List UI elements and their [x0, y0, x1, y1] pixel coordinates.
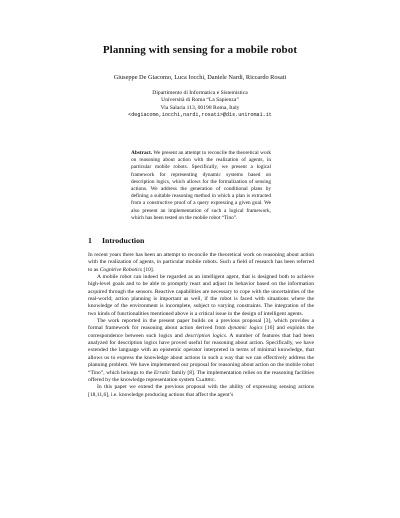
paragraph-3-text-d: family [8]. The implementation relies on the reasoning facilities offered by the knowledge representation system Cʟᴀꜱꜱɪᴄ.: [88, 369, 314, 383]
section-number: 1: [88, 236, 92, 245]
abstract-label: Abstract.: [131, 150, 153, 156]
abstract: [131, 150, 271, 222]
paragraph-1-emphasis: Cognitive Robotics: [99, 266, 143, 273]
abstract-text: We present an attempt to reconcile the theoretical work on reasoning about action with the realization of agents, in particular mobile robots. Specifically, we present a logical framework for representing dynamic systems based on description logics, which allows for the formalization of sensing actions. We address the generation of conditional plans by defining a suitable reasoning method in which a plan is extracted from a constructive proof of a query expressing a given goal. We also present an implementation of such a logical framework, which has been tested on the mobile robot “Tino”.: [131, 150, 272, 221]
author-list: Giuseppe De Giacomo, Luca Iocchi, Daniele Nardi, Riccardo Rosati: [113, 74, 287, 81]
paragraph-3-emphasis-2: description logics: [185, 332, 226, 339]
affiliation-university: Università di Roma “La Sapienza”: [161, 97, 239, 104]
paragraph-3: [88, 318, 314, 384]
section-body: [88, 252, 314, 399]
affiliation-email: <degiacomo,iocchi,nardi,rosati>@dis.uniroma1.it: [128, 112, 272, 119]
paragraph-1: [88, 252, 314, 274]
affiliation-address: Via Salaria 113, 00198 Roma, Italy: [160, 104, 240, 111]
paragraph-2: A mobile robot can indeed be regarded as an intelligent agent, that is designed both to achieve high-level goals and to be able to promptly react and adjust its behavior based on the information acquired through the sensors. Reactive capabilities are necessary to cope with the uncertainties of the real-world; action planning is important as well, if the robot is faced with situations where the knowledge of the environment is incomplete, subject to varying constraints. The integration of the two kinds of functionalities mentioned above is a critical issue in the design of intelligent agents.: [88, 274, 314, 317]
affiliation-department: Dipartimento di Informatica e Sistemistica: [152, 90, 248, 96]
section-title: Introduction: [102, 236, 145, 245]
section-heading: [88, 236, 144, 245]
paragraph-3-emphasis-1: dynamic logics: [228, 325, 263, 332]
paragraph-3-text-a: The work reported in the present paper builds on a previous proposal [3], which provides a formal framework for reasoning about action derived from: [88, 318, 314, 332]
paragraph-4: In this paper we extend the previous proposal with the ability of expressing sensing actions [18,11,6], i.e. knowledge producing actions that affect the agent’s: [88, 384, 314, 398]
paragraph-3-text-c: . A number of features that had been analyzed for description logics have proved useful for reasoning about action. Specifically, we have extended the language with an epistemic operator interpreted in terms of minimal knowledge, that allows us to express the knowledge about actions in such a way that we can effectively address the planning problem. We have implemented our proposal for reasoning about action on the mobile robot “Tino”, which belongs to the: [88, 332, 314, 376]
affiliation-block: [0, 90, 400, 120]
paragraph-1-citation: [10].: [142, 266, 155, 273]
paragraph-1-text: In recent years there has been an attempt to reconcile the theoretical work on reasoning about action with the realization of agents, in particular mobile robots. Such a field of research has been referred to as: [88, 252, 314, 273]
paper-title: Planning with sensing for a mobile robot: [102, 44, 298, 56]
paragraph-3-emphasis-3: Erratic: [153, 369, 170, 376]
paragraph-3-text-b: [16] and exploits the correspondence between such logics and: [88, 325, 314, 339]
